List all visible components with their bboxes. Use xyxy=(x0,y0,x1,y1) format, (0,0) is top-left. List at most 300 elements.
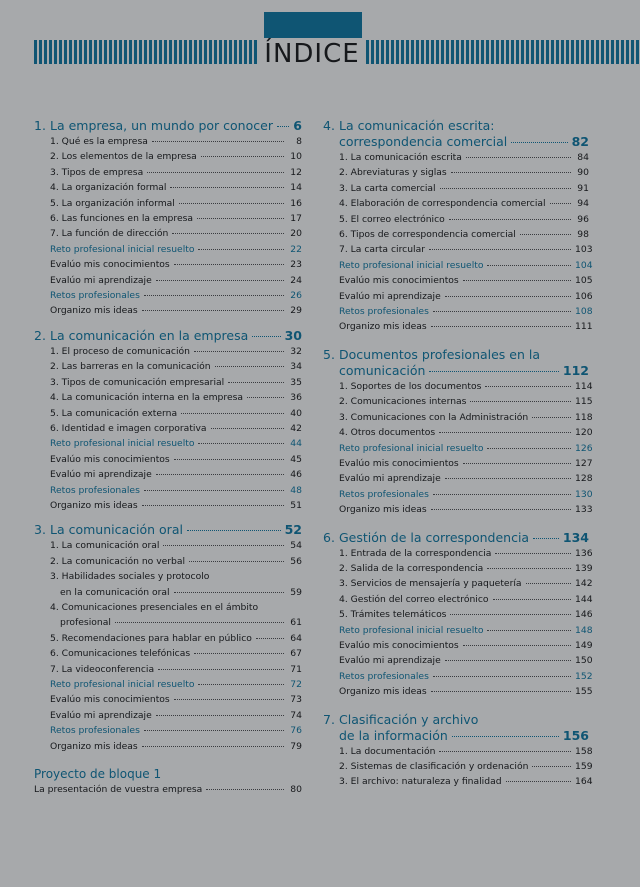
toc-entry-page: 42 xyxy=(290,422,302,434)
toc-entry-title: 1. La comunicación escrita xyxy=(339,152,462,163)
toc-entry xyxy=(34,452,302,467)
toc-entry xyxy=(323,227,589,242)
toc-entry xyxy=(323,394,593,409)
toc-entry xyxy=(34,273,302,288)
dot-leader xyxy=(144,490,284,491)
toc-entry-page: 74 xyxy=(290,709,302,721)
dot-leader xyxy=(142,505,284,506)
toc-entry xyxy=(323,623,593,638)
chapter-title: La comunicación escrita: xyxy=(339,118,495,133)
dot-leader xyxy=(115,622,284,623)
toc-entry xyxy=(34,498,302,513)
dot-leader xyxy=(487,448,571,449)
dot-leader xyxy=(440,188,571,189)
toc-entry-title: 3. Tipos de comunicación empresarial xyxy=(50,376,225,388)
toc-entry xyxy=(323,258,593,273)
chapter-page: 112 xyxy=(562,362,589,378)
toc-entry-page: 46 xyxy=(290,469,302,481)
toc-entry-page: 22 xyxy=(290,243,302,255)
dot-leader xyxy=(147,172,284,173)
toc-entry-title: 6. Tipos de correspondencia comercial xyxy=(339,229,516,241)
chapter-heading xyxy=(323,530,589,546)
toc-entry-page: 48 xyxy=(290,484,302,496)
toc-entry-page: 126 xyxy=(575,442,593,454)
dot-leader xyxy=(485,386,571,387)
toc-entry-title: Evalúo mis conocimientos xyxy=(339,639,459,651)
dot-leader xyxy=(452,736,559,737)
chapter-title: La empresa, un mundo por conocer xyxy=(50,118,273,133)
toc-entry-title: 1. Qué es la empresa xyxy=(50,136,148,147)
header-stripes-left xyxy=(34,40,258,64)
toc-entry xyxy=(34,631,302,646)
toc-entry-page: 106 xyxy=(575,290,593,302)
toc-entry-page: 149 xyxy=(575,639,593,651)
toc-entry-page: 127 xyxy=(575,457,593,469)
toc-entry xyxy=(323,456,593,471)
dot-leader xyxy=(433,494,571,495)
toc-entry-page: 32 xyxy=(290,345,302,357)
chapter-heading-line xyxy=(323,134,589,150)
toc-entry-title: 1. Entrada de la correspondencia xyxy=(339,547,492,559)
toc-entry-page: 44 xyxy=(290,438,302,450)
toc-entry-title: 4. Comunicaciones presenciales en el ámbito xyxy=(50,601,259,613)
toc-entry xyxy=(323,165,589,180)
toc-entry-page: 114 xyxy=(575,380,593,392)
toc-entry-page: 155 xyxy=(575,686,593,698)
toc-entry-line xyxy=(50,615,302,630)
toc-entry-title: Evalúo mis conocimientos xyxy=(339,457,459,469)
chapter-gap xyxy=(323,700,589,712)
dot-leader xyxy=(429,371,558,372)
chapter-gap xyxy=(323,335,589,347)
toc-entry xyxy=(34,303,302,318)
toc-entry-page: 36 xyxy=(290,392,302,404)
dot-leader xyxy=(156,715,284,716)
toc-entry-title: 2. La comunicación no verbal xyxy=(50,555,186,567)
chapter-number: 7. xyxy=(323,711,335,727)
chapter-heading xyxy=(323,712,589,744)
dot-leader xyxy=(429,249,571,250)
toc-entry-page: 120 xyxy=(575,427,593,439)
toc-entry xyxy=(34,226,302,241)
toc-entry-page: 150 xyxy=(575,655,593,667)
toc-entry-page: 144 xyxy=(575,593,593,605)
toc-entry-page: 159 xyxy=(575,761,593,772)
chapter-page: 134 xyxy=(562,529,589,545)
header-tab xyxy=(264,12,362,38)
toc-entry-title: Reto profesional inicial resuelto xyxy=(50,679,195,690)
dot-leader xyxy=(144,730,284,731)
chapter-gap xyxy=(323,518,589,530)
toc-entry-page: 96 xyxy=(577,213,589,225)
toc-entry-title: 3. Comunicaciones con la Administración xyxy=(339,411,529,423)
chapter-number: 2. xyxy=(34,327,46,343)
dot-leader xyxy=(506,781,571,782)
toc-entry xyxy=(34,180,302,195)
toc-entry-page: 16 xyxy=(290,197,302,209)
toc-entry-title: 2. Sistemas de clasificación y ordenación xyxy=(339,761,529,772)
chapter-page: 30 xyxy=(284,327,302,343)
dot-leader xyxy=(215,366,284,367)
toc-entry-title: 2. Salida de la correspondencia xyxy=(339,562,484,574)
dot-leader xyxy=(174,264,284,265)
toc-entry xyxy=(323,379,593,394)
toc-entry xyxy=(34,554,302,569)
toc-entry-title: Organizo mis ideas xyxy=(339,686,427,698)
toc-entry-page: 72 xyxy=(290,679,302,690)
dot-leader xyxy=(511,142,567,143)
chapter-title: La comunicación en la empresa xyxy=(50,327,249,343)
toc-entry-page: 152 xyxy=(575,670,593,682)
toc-entry-title: Reto profesional inicial resuelto xyxy=(339,442,484,454)
dot-leader xyxy=(450,614,571,615)
toc-entry xyxy=(323,242,593,257)
dot-leader xyxy=(189,561,284,562)
dot-leader xyxy=(433,311,571,312)
toc-entry-title: Retos profesionales xyxy=(339,670,429,682)
toc-entry-page: 98 xyxy=(577,229,589,241)
toc-entry-page: 164 xyxy=(575,776,593,788)
dot-leader xyxy=(201,156,284,157)
dot-leader xyxy=(532,417,571,418)
toc-entry-title: 4. La comunicación interna en la empresa xyxy=(50,392,244,404)
toc-entry-title: Organizo mis ideas xyxy=(339,321,427,333)
chapter-title-cont: comunicación xyxy=(339,362,426,378)
toc-entry xyxy=(323,759,593,774)
chapter-page: 82 xyxy=(571,134,589,149)
toc-entry-page: 103 xyxy=(575,244,593,256)
dot-leader xyxy=(431,326,571,327)
toc-entry xyxy=(34,421,302,436)
chapter-heading-line xyxy=(323,118,589,134)
dot-leader xyxy=(142,746,284,747)
toc-entry-title: Evalúo mis conocimientos xyxy=(50,453,170,465)
toc-entry-title: 1. La comunicación oral xyxy=(50,540,160,552)
toc-entry-page: 64 xyxy=(290,632,302,644)
toc-entry xyxy=(323,592,593,607)
dot-leader xyxy=(439,751,571,752)
chapter-title-cont: de la información xyxy=(339,727,448,743)
dot-leader xyxy=(156,474,284,475)
chapter-number: 4. xyxy=(323,118,335,133)
toc-entry xyxy=(34,677,302,692)
toc-entry-page: 76 xyxy=(290,725,302,737)
toc-entry-title: Organizo mis ideas xyxy=(50,499,138,511)
dot-leader xyxy=(533,538,559,539)
toc-entry-page: 133 xyxy=(575,504,593,516)
dot-leader xyxy=(206,789,284,790)
chapter-heading xyxy=(34,328,302,344)
toc-entry-title: 6. Identidad e imagen corporativa xyxy=(50,422,207,434)
toc-entry xyxy=(34,646,302,661)
toc-entry xyxy=(323,150,589,165)
dot-leader xyxy=(252,336,280,337)
toc-entry-page: 61 xyxy=(290,617,302,629)
toc-entry-page: 51 xyxy=(290,499,302,511)
index-header xyxy=(0,0,640,80)
toc-entry-title: 7. La videoconferencia xyxy=(50,663,155,675)
chapter-title: Gestión de la correspondencia xyxy=(339,529,530,545)
dot-leader xyxy=(174,592,284,593)
toc-left-column xyxy=(34,118,302,798)
toc-entry-title: Evalúo mis conocimientos xyxy=(50,259,170,271)
dot-leader xyxy=(228,382,284,383)
toc-entry-title: 6. Comunicaciones telefónicas xyxy=(50,648,191,660)
chapter-page: 156 xyxy=(562,727,589,743)
toc-entry xyxy=(323,684,593,699)
toc-entry-title: 1. Soportes de los documentos xyxy=(339,380,482,392)
chapter-title: Documentos profesionales en la xyxy=(339,346,541,362)
toc-entry-title: 4. Otros documentos xyxy=(339,427,436,439)
toc-entry-page: 26 xyxy=(290,290,302,302)
toc-entry xyxy=(34,406,302,421)
toc-entry-title: 3. Servicios de mensajería y paquetería xyxy=(339,578,522,590)
toc-entry xyxy=(323,410,593,425)
toc-entry-page: 118 xyxy=(575,411,593,423)
chapter-heading-line xyxy=(323,728,589,744)
toc-entry xyxy=(323,441,593,456)
chapter-heading-line xyxy=(323,712,589,728)
toc-entry-title: Retos profesionales xyxy=(339,306,429,318)
toc-entry-title: 2. Comunicaciones internas xyxy=(339,396,467,408)
toc-entry-title: Evalúo mi aprendizaje xyxy=(50,274,152,286)
header-stripes-right xyxy=(366,40,640,64)
toc-entry xyxy=(34,375,302,390)
toc-entry-page: 56 xyxy=(290,555,302,567)
toc-entry xyxy=(323,425,593,440)
toc-entry-page: 111 xyxy=(575,321,593,333)
toc-entry-page: 130 xyxy=(575,488,593,500)
chapter-number: 1. xyxy=(34,118,46,133)
toc-entry xyxy=(34,344,302,359)
toc-entry-page: 158 xyxy=(575,745,593,757)
chapter-gap xyxy=(34,513,302,522)
toc-entry xyxy=(34,483,302,498)
toc-entry xyxy=(34,359,302,374)
toc-entry-page: 8 xyxy=(296,136,302,147)
dot-leader xyxy=(445,296,571,297)
toc-entry xyxy=(323,576,593,591)
dot-leader xyxy=(463,645,571,646)
toc-entry-page: 90 xyxy=(577,167,589,179)
dot-leader xyxy=(158,669,284,670)
toc-entry xyxy=(323,638,593,653)
toc-entry-page: 80 xyxy=(290,784,302,796)
toc-entry-page: 139 xyxy=(575,562,593,574)
toc-entry-title: 2. Las barreras en la comunicación xyxy=(50,361,211,373)
toc-entry-page: 91 xyxy=(577,182,589,194)
toc-entry xyxy=(34,165,302,180)
toc-entry xyxy=(34,538,302,553)
dot-leader xyxy=(431,509,571,510)
chapter-title: Clasificación y archivo xyxy=(339,711,479,727)
dot-leader xyxy=(439,432,571,433)
dot-leader xyxy=(174,699,284,700)
dot-leader xyxy=(197,218,284,219)
chapter-number: 6. xyxy=(323,529,335,545)
dot-leader xyxy=(277,126,289,127)
toc-entry-title: 4. La organización formal xyxy=(50,182,167,194)
dot-leader xyxy=(433,676,571,677)
toc-entry xyxy=(34,739,302,754)
toc-entry-title: 7. La función de dirección xyxy=(50,228,169,240)
toc-entry-title: Organizo mis ideas xyxy=(50,305,138,317)
chapter-heading-line xyxy=(323,347,589,363)
toc-entry xyxy=(34,569,302,600)
toc-entry xyxy=(323,669,593,684)
dot-leader xyxy=(256,638,284,639)
dot-leader xyxy=(247,397,284,398)
toc-entry-title: 1. El proceso de comunicación xyxy=(50,345,190,357)
dot-leader xyxy=(550,203,571,204)
chapter-page: 6 xyxy=(293,118,302,133)
toc-entry-title: Reto profesional inicial resuelto xyxy=(339,624,484,636)
dot-leader xyxy=(172,233,284,234)
toc-entry-title: 3. La carta comercial xyxy=(339,182,436,194)
toc-entry-title: 7. La carta circular xyxy=(339,244,425,256)
toc-entry xyxy=(323,289,593,304)
toc-entry-page: 148 xyxy=(575,624,593,636)
chapter-heading xyxy=(34,522,302,538)
toc-right-column xyxy=(323,118,593,790)
toc-entry xyxy=(34,196,302,211)
toc-entry-title: 3. El archivo: naturaleza y finalidad xyxy=(339,776,502,788)
block-project-entry xyxy=(34,782,302,798)
toc-entry-title: 4. Gestión del correo electrónico xyxy=(339,593,489,605)
chapter-heading-line xyxy=(323,363,589,379)
toc-entry xyxy=(34,288,302,303)
toc-entry xyxy=(34,211,302,226)
toc-entry-page: 142 xyxy=(575,578,593,590)
dot-leader xyxy=(174,459,284,460)
chapter-number: 3. xyxy=(34,522,46,538)
dot-leader xyxy=(487,630,571,631)
toc-entry xyxy=(323,607,593,622)
toc-entry xyxy=(34,692,302,707)
toc-entry-title: Evalúo mi aprendizaje xyxy=(50,469,152,481)
dot-leader xyxy=(451,172,571,173)
chapter-title-cont: correspondencia comercial xyxy=(339,134,508,149)
toc-entry xyxy=(34,149,302,164)
toc-entry xyxy=(323,304,593,319)
toc-entry-title: 6. Las funciones en la empresa xyxy=(50,213,194,225)
toc-entry xyxy=(323,196,589,211)
toc-entry-title: 3. Habilidades sociales y protocolo xyxy=(50,571,210,583)
dot-leader xyxy=(463,280,571,281)
toc-entry-page: 108 xyxy=(575,306,593,318)
dot-leader xyxy=(449,219,571,220)
toc-entry-page: 94 xyxy=(577,198,589,210)
toc-entry-title: 5. La comunicación externa xyxy=(50,407,178,419)
dot-leader xyxy=(198,443,284,444)
toc-entry-page: 73 xyxy=(290,694,302,706)
toc-entry-title: Evalúo mi aprendizaje xyxy=(339,655,441,667)
toc-entry xyxy=(323,502,593,517)
dot-leader xyxy=(526,583,571,584)
toc-entry-page: 105 xyxy=(575,275,593,287)
toc-entry-line xyxy=(50,585,302,600)
toc-entry-page: 14 xyxy=(290,182,302,194)
toc-entry-title: 5. El correo electrónico xyxy=(339,213,445,225)
toc-entry-page: 146 xyxy=(575,609,593,621)
toc-entry xyxy=(323,471,593,486)
dot-leader xyxy=(198,684,284,685)
toc-entry xyxy=(34,134,302,149)
chapter-title: La comunicación oral xyxy=(50,522,183,538)
dot-leader xyxy=(445,478,571,479)
toc-entry-page: 24 xyxy=(290,274,302,286)
dot-leader xyxy=(152,141,284,142)
toc-entry xyxy=(323,487,593,502)
toc-entry-title: Reto profesional inicial resuelto xyxy=(339,259,484,271)
chapter-page: 52 xyxy=(284,522,302,538)
dot-leader xyxy=(487,568,571,569)
toc-entry-title: 5. La organización informal xyxy=(50,197,175,209)
dot-leader xyxy=(211,428,284,429)
toc-entry-page: 40 xyxy=(290,407,302,419)
toc-entry xyxy=(323,561,593,576)
dot-leader xyxy=(181,413,284,414)
toc-entry xyxy=(34,436,302,451)
toc-entry-page: 79 xyxy=(290,740,302,752)
toc-entry-page: 136 xyxy=(575,547,593,559)
toc-entry-title-cont: profesional xyxy=(60,617,111,629)
dot-leader xyxy=(431,691,571,692)
chapter-heading xyxy=(34,118,302,134)
toc-entry xyxy=(34,662,302,677)
chapter-heading xyxy=(323,347,589,379)
toc-entry-page: 71 xyxy=(290,663,302,675)
dot-leader xyxy=(144,295,284,296)
toc-entry-title: Reto profesional inicial resuelto xyxy=(50,243,195,255)
dot-leader xyxy=(156,280,284,281)
toc-entry-title: Organizo mis ideas xyxy=(339,504,427,516)
dot-leader xyxy=(487,265,571,266)
toc-entry-title: La presentación de vuestra empresa xyxy=(34,784,203,796)
toc-entry-page: 67 xyxy=(290,648,302,660)
toc-entry-title: 1. La documentación xyxy=(339,745,436,757)
dot-leader xyxy=(163,545,284,546)
toc-entry-page: 34 xyxy=(290,361,302,373)
toc-entry-title: Retos profesionales xyxy=(339,488,429,500)
toc-entry-title: Evalúo mis conocimientos xyxy=(339,275,459,287)
toc-entry-page: 104 xyxy=(575,259,593,271)
toc-entry-page: 54 xyxy=(290,540,302,552)
toc-entry xyxy=(323,774,593,789)
toc-entry-page: 20 xyxy=(290,228,302,240)
toc-entry-page: 128 xyxy=(575,473,593,485)
toc-entry-page: 10 xyxy=(290,151,302,163)
chapter-number: 5. xyxy=(323,346,335,362)
dot-leader xyxy=(470,401,571,402)
toc-entry-title: 5. Trámites telemáticos xyxy=(339,609,447,621)
toc-entry xyxy=(34,708,302,723)
toc-entry-title: Evalúo mis conocimientos xyxy=(50,694,170,706)
toc-entry-title: Retos profesionales xyxy=(50,484,140,496)
toc-entry-page: 59 xyxy=(290,586,302,598)
toc-entry-title: Evalúo mi aprendizaje xyxy=(50,709,152,721)
dot-leader xyxy=(445,660,571,661)
toc-entry-title-cont: en la comunicación oral xyxy=(60,586,170,598)
page-title: ÍNDICE xyxy=(264,39,360,69)
toc-entry-title: Evalúo mi aprendizaje xyxy=(339,473,441,485)
dot-leader xyxy=(142,310,284,311)
toc-entry-page: 35 xyxy=(290,376,302,388)
toc-entry-page: 115 xyxy=(575,396,593,408)
toc-entry xyxy=(34,467,302,482)
dot-leader xyxy=(198,249,284,250)
toc-entry xyxy=(34,257,302,272)
